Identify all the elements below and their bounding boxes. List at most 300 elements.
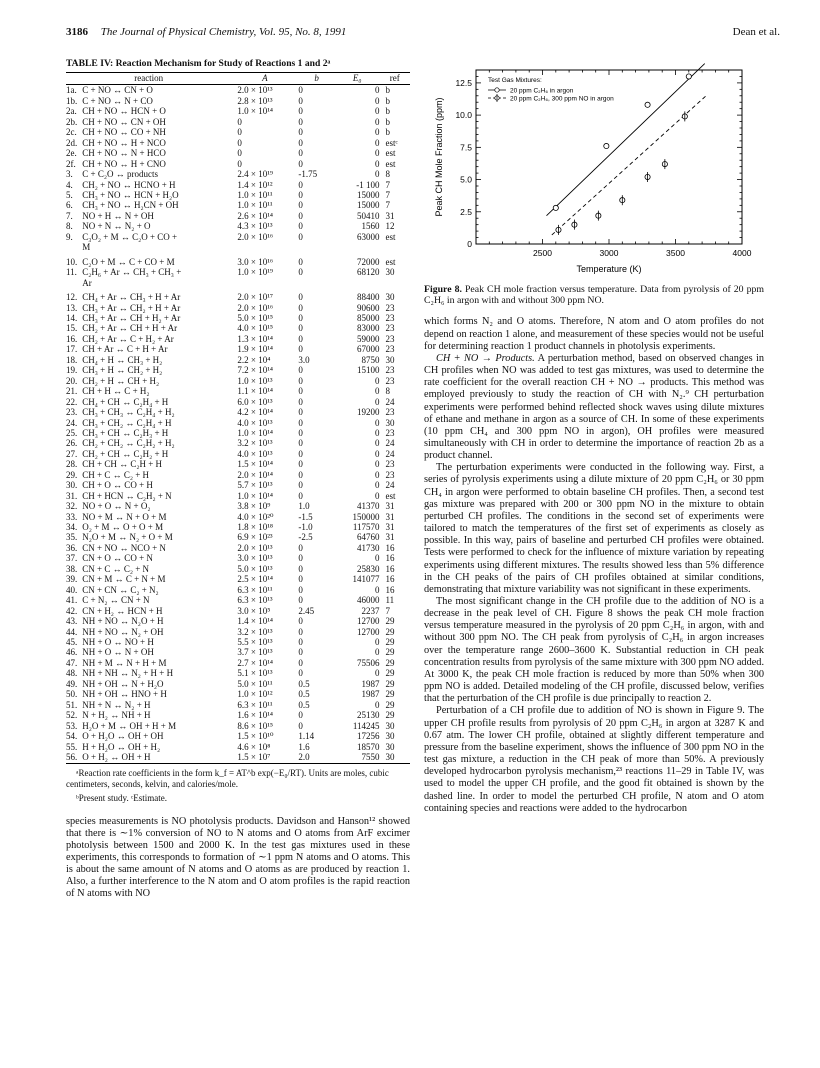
row-e0: 0 [375,396,380,407]
journal-title: The Journal of Physical Chemistry, Vol. 95, No. 8, 1991 [100,26,347,38]
row-b: 0 [298,407,303,418]
row-b: 0 [298,595,303,606]
row-e0: 0 [375,553,380,564]
row-e0: 1560 [361,221,380,232]
row-reaction: CH₃ + CH₂ ↔ C₂H₄ + H [82,417,172,428]
row-ref: 16 [385,542,395,553]
row-reaction: NH + OH ↔ HNO + H [82,689,167,700]
row-b: -2.5 [298,532,313,543]
row-b: 0 [298,200,303,211]
row-number: 20. [66,375,78,386]
row-b: 0 [298,720,303,731]
table-row [66,303,410,313]
row-b: 0 [298,344,303,355]
row-reaction: CH + C ↔ C₂ + H [82,469,150,480]
table-row [66,700,410,710]
row-number: 50. [66,689,78,700]
row-e0: 83000 [357,323,380,334]
row-b: 0 [298,448,303,459]
row-a: 0 [237,137,242,148]
row-b: 0 [298,438,303,449]
legend-title: Test Gas Mixtures: [488,77,542,84]
row-a: 1.0 × 10¹⁴ [237,490,274,501]
row-e0: 0 [375,637,380,648]
row-number: 52. [66,710,78,721]
row-reaction: O + H₂ ↔ OH + H [82,752,231,764]
row-ref: 16 [385,553,395,564]
table-row [66,313,410,323]
table-caption: TABLE IV: Reaction Mechanism for Study of Reactions 1 and 2ᵃ [66,58,331,69]
row-ref: 29 [385,710,395,721]
figure-label: Figure 8. [424,284,462,295]
row-reaction: C + NO ↔ CN + O [82,85,153,96]
row-e0: 0 [375,469,380,480]
table-row [66,344,410,354]
table-row [66,689,410,699]
row-e0: 0 [375,647,380,658]
legend-marker-1 [495,88,499,92]
table-row [66,267,410,277]
row-ref: 31 [385,210,395,221]
row-b: 2.0 [298,752,335,764]
col-reaction: reaction [66,73,231,85]
row-e0: 59000 [357,333,380,344]
row-a: 2.7 × 10¹⁴ [237,657,274,668]
row-number: 25. [66,427,78,438]
row-number: 41. [66,595,78,606]
row-reaction: CN + C ↔ C₂ + N [82,563,150,574]
row-e0: 15000 [357,200,380,211]
table-row [66,169,410,179]
table-row [66,386,410,396]
row-b: 0.5 [298,689,310,700]
row-a: 4.2 × 10¹⁴ [237,407,274,418]
row-a: 1.1 × 10¹⁴ [237,386,274,397]
table-row [66,334,410,344]
row-reaction: O + H₂O ↔ OH + OH [82,731,164,742]
row-a: 6.3 × 10¹¹ [237,584,273,595]
row-number: 18. [66,354,78,365]
row-number: 12. [66,292,78,303]
row-reaction: CH + NO ↔ H + NCO [82,137,166,148]
row-ref: 30 [385,741,395,752]
row-reaction: CH₂ + Ar ↔ C + H₂ + Ar [82,333,174,344]
table-row [66,710,410,720]
row-a: 1.4 × 10¹⁴ [237,616,274,627]
row-e0: 1987 [361,689,380,700]
row-e0: 114245 [352,720,380,731]
table-row [66,752,410,764]
row-b: 0 [298,95,303,106]
row-ref: 29 [385,637,395,648]
row-reaction: CH₂ + CH₂ ↔ C₂H₂ + H₂ [82,438,175,449]
table-footnote-bc: ᵇPresent study. ᶜEstimate. [76,793,167,804]
row-a: 6.3 × 10¹³ [237,595,273,606]
row-a: 1.0 × 10¹¹ [237,200,273,211]
row-number: 23. [66,407,78,418]
col-a: A [231,73,298,85]
row-reaction: CH + HCN ↔ C₂H₂ + N [82,490,172,501]
row-number: 28. [66,459,78,470]
row-number: 1a. [66,85,77,96]
row-a: 1.0 × 10¹⁹ [237,267,274,278]
table-row [66,658,410,668]
row-b: 0 [298,323,303,334]
row-reaction: CH₃ + H ↔ CH₂ + H₂ [82,365,163,376]
reaction-table [66,72,410,764]
row-a: 1.9 × 10¹⁴ [237,344,274,355]
row-b: 0 [298,574,303,585]
row-a: 0 [237,148,242,159]
row-ref: est [385,490,396,501]
table-row [66,242,410,252]
row-a: 5.5 × 10¹³ [237,637,273,648]
row-e0: 0 [375,127,380,138]
row-b: 0 [298,480,303,491]
row-number: 53. [66,720,78,731]
row-b: 0 [298,302,303,313]
row-reaction: NH + NO ↔ N₂ + OH [82,626,164,637]
row-a: 2.5 × 10¹⁴ [237,574,274,585]
row-ref: 23 [385,427,395,438]
row-number: 2a. [66,106,77,117]
table-row [66,564,410,574]
y-tick-label: 5.0 [460,174,472,185]
y-tick-label: 2.5 [460,206,472,217]
row-reaction: H₂O + M ↔ OH + H + M [82,720,177,731]
row-e0: 46000 [357,595,380,606]
row-reaction: NO + O ↔ N + O₂ [82,501,151,512]
table-row [66,438,410,448]
row-reaction: CH₃ + Ar ↔ CH₂ + H + Ar [82,302,181,313]
row-ref: 29 [385,647,395,658]
row-number: 49. [66,678,78,689]
row-e0: 0 [375,448,380,459]
table-row [66,574,410,584]
row-a: 6.9 × 10²³ [237,532,273,543]
row-e0: 117570 [352,522,380,533]
row-b: 0 [298,267,303,278]
table-row [66,278,410,288]
row-ref: b [385,127,391,138]
row-number: 2c. [66,127,77,138]
row-e0: 141077 [352,574,380,585]
table-row [66,679,410,689]
row-number: 42. [66,605,78,616]
row-number: 34. [66,522,78,533]
row-reaction: NH + O ↔ N + OH [82,647,154,658]
table-row [66,180,410,190]
row-e0: 0 [375,85,380,96]
y-tick-label: 0 [467,239,472,249]
row-a: 1.6 × 10¹⁴ [237,710,274,721]
row-number: 16. [66,333,78,344]
row-a: 3.2 × 10¹³ [237,438,273,449]
row-e0: 0 [375,116,380,127]
x-axis-label: Temperature (K) [576,264,642,274]
row-ref: 8 [385,386,391,397]
row-e0: 63000 [357,231,380,242]
row-number: 10. [66,256,78,267]
table-row [66,585,410,595]
row-number: 35. [66,532,78,543]
table-row [66,138,410,148]
table-row [66,96,410,106]
row-a: 5.0 × 10¹¹ [237,678,273,689]
table-row [66,211,410,221]
row-a: 1.0 × 10¹² [237,689,273,700]
row-a: 2.0 × 10¹³ [237,542,273,553]
row-b: 3.0 [298,354,310,365]
row-a [231,242,298,252]
row-reaction: CH₃ + NO ↔ HCN + H₂O [82,189,179,200]
row-number: 45. [66,637,78,648]
row-ref: 16 [385,584,395,595]
row-reaction: CN + M ↔ C + N + M [82,574,166,585]
row-b: 2.45 [298,605,315,616]
row-e0: 75506 [357,657,380,668]
row-number: 55. [66,741,78,752]
row-number: 56. [66,752,82,764]
row-b: 1.6 [298,741,310,752]
row-b: 0.5 [298,699,310,710]
row-a: 5.0 × 10¹³ [237,563,273,574]
y-tick-label: 7.5 [460,142,472,153]
row-a: 4.0 × 10¹³ [237,417,273,428]
row-a: 6.0 × 10¹³ [237,396,273,407]
paragraph-2 [424,353,764,462]
row-reaction: CH + Ar ↔ C + H + Ar [82,344,168,355]
row-number: 38. [66,563,78,574]
row-ref: 23 [385,365,395,376]
row-b: 0 [298,189,303,200]
row-b: 0 [298,221,303,232]
right-body-text [424,316,764,814]
row-reaction: CH₄ + H ↔ CH₃ + H₂ [82,354,163,365]
row-number: 2f. [66,158,76,169]
y-tick-label: 10.0 [455,110,472,121]
row-a: 4.0 × 10²⁰ [237,511,274,522]
row-ref: 30 [385,417,395,428]
row-e0: -1 100 [356,179,380,190]
row-e0: 18570 [357,741,380,752]
row-e0: 7550 [335,752,380,764]
table-row [66,148,410,158]
row-e0: 0 [375,95,380,106]
x-tick-label: 3500 [666,248,685,258]
row-number: 24. [66,417,78,428]
table-row [66,428,410,438]
row-e0: 0 [375,375,380,386]
row-e0: 15000 [357,189,380,200]
row-ref: est [385,256,396,267]
page-header [66,26,780,42]
row-ref: estᶜ [385,137,398,148]
row-ref: est [385,231,396,242]
row-ref: 23 [385,312,395,323]
row-number: 14. [66,312,78,323]
row-reaction: C₃O₂ + M ↔ C₂O + CO + [82,231,178,242]
row-ref: 16 [385,563,395,574]
row-ref: 30 [380,752,410,764]
row-b: 0 [298,231,303,242]
row-e0: 19200 [357,407,380,418]
row-ref: 7 [385,605,391,616]
row-b: 0 [298,333,303,344]
row-ref: 7 [385,200,391,211]
row-b: 0 [298,459,303,470]
row-b: 0 [298,584,303,595]
figure-caption-text: Peak CH mole fraction versus temperature. Data from pyrolysis of 20 ppm C₂H₆ in argon with and without 300 ppm NO. [424,284,765,307]
row-reaction: CH + H ↔ C + H₂ [82,386,150,397]
row-number: 6. [66,200,73,211]
row-a: 1.0 × 10¹⁴ [237,106,274,117]
row-a: 5.0 × 10¹⁵ [237,312,274,323]
table-row [66,323,410,333]
row-e0: 0 [375,459,380,470]
row-b [298,278,335,288]
row-e0: 25830 [357,563,380,574]
row-ref: 23 [385,459,395,470]
row-b: 0 [298,127,303,138]
row-ref: 31 [385,511,395,522]
col-e0: E₀ [335,73,380,85]
row-reaction: CH₃ + NO ↔ H₂CN + OH [82,200,179,211]
row-number: 51. [66,699,78,710]
row-reaction: NH + N ↔ N₂ + H [82,699,151,710]
row-e0: 17256 [357,731,380,742]
row-a: 1.3 × 10¹⁴ [237,333,274,344]
row-b: 0 [298,396,303,407]
row-a: 3.0 × 10¹³ [237,553,273,564]
row-a: 4.6 × 10⁸ [237,741,271,752]
x-tick-label: 4000 [732,248,752,258]
row-b: 0 [298,417,303,428]
row-reaction: CH + CH ↔ C₂H + H [82,459,163,470]
table-row [66,355,410,365]
row-a: 2.2 × 10⁴ [237,354,271,365]
row-e0: 150000 [352,511,380,522]
row-ref: 11 [385,595,395,606]
row-ref: 23 [385,407,395,418]
row-e0: 0 [375,438,380,449]
row-e0: 50410 [357,210,380,221]
row-a: 1.0 × 10¹⁴ [237,427,274,438]
row-reaction: C + NO ↔ N + CO [82,95,153,106]
row-reaction: CH + NO ↔ HCN + O [82,106,166,117]
row-reaction: CN + O ↔ CO + N [82,553,153,564]
row-e0: 0 [375,668,380,679]
row-number: 3. [66,169,73,180]
row-ref: 7 [385,189,391,200]
row-a: 2.6 × 10¹⁴ [237,210,274,221]
row-reaction: NH + OH ↔ N + H₂O [82,678,164,689]
row-b: 0 [298,637,303,648]
row-b: 0 [298,657,303,668]
row-e0: 85000 [357,312,380,323]
row-reaction: NO + N ↔ N₂ + O [82,221,151,232]
row-number: 47. [66,657,78,668]
row-reaction: CH + NO ↔ N + HCO [82,148,166,159]
row-a: 1.4 × 10¹² [237,179,273,190]
row-a: 1.5 × 10¹⁴ [237,459,274,470]
data-point-1 [645,102,650,107]
row-a: 7.2 × 10¹⁴ [237,365,274,376]
row-a: 2.0 × 10¹⁴ [237,469,274,480]
row-a: 0 [237,127,242,138]
row-b: 0 [298,116,303,127]
row-number [66,242,82,252]
row-number: 2d. [66,137,78,148]
row-ref: b [385,116,391,127]
row-b: 0 [298,179,303,190]
paragraph-5: Perturbation of a CH profile due to addition of NO is shown in Figure 9. The upper CH profile results from pyrolysis of 20 ppm C₂H₆ in argon at 3287 K and 0.67 atm. The lower CH profile, obtained at slightly different temperature and pressure from the baseline experiment, shows the influence of 300 ppm NO in the test gas mixture, a reduction in the CH peak of more than 50%. A previously developed hydrocarbon pyrolysis mechanism,²³ reactions 11–29 in Table IV, was used to model the upper CH profile, and the good fit obtained is shown by the dashed line. In order to model the perturbed CH profile, N atom and O atom containing species and reactions were added to the hydrocarbon [424,705,764,814]
table-row [66,253,410,267]
row-reaction: H + H₂O ↔ OH + H₂ [82,741,161,752]
row-e0: 0 [375,417,380,428]
row-reaction: CH₃ + CH₃ ↔ C₂H₄ + H₂ [82,407,175,418]
row-number: 15. [66,323,78,334]
table-row [66,397,410,407]
row-b: 0 [298,106,303,117]
row-b: 0 [298,375,303,386]
row-a: 2.0 × 10¹⁶ [237,231,274,242]
row-number: 33. [66,511,78,522]
row-ref: est [385,148,396,159]
row-ref: 29 [385,657,395,668]
row-b: 0 [298,148,303,159]
row-number: 9. [66,231,73,242]
row-ref: 30 [385,354,395,365]
row-b: 0 [298,386,303,397]
row-b: 0.5 [298,678,310,689]
row-number: 40. [66,584,78,595]
row-e0: 0 [375,106,380,117]
row-e0: 0 [375,137,380,148]
table-row [66,595,410,605]
row-a: 0 [237,158,242,169]
table-row [66,522,410,532]
row-e0: 64760 [357,532,380,543]
row-ref: 30 [385,720,395,731]
table-row [66,117,410,127]
table-row [66,288,410,302]
ch-chart [424,58,764,280]
row-b: 0 [298,158,303,169]
data-point-1 [604,143,609,148]
table-row [66,407,410,417]
row-e0 [335,242,380,252]
row-a: 2.0 × 10¹³ [237,85,273,96]
row-number: 46. [66,647,78,658]
y-tick-label: 12.5 [455,77,472,88]
row-b: 0 [298,469,303,480]
row-reaction: N₂O + M ↔ N₂ + O + M [82,532,173,543]
row-e0: 0 [375,480,380,491]
row-reaction: NH + NH ↔ N₂ + H + H [82,668,174,679]
row-reaction: CH₂ + H ↔ CH + H₂ [82,375,160,386]
row-b: 0 [298,137,303,148]
row-reaction: C₂O + M ↔ C + CO + M [82,256,175,267]
row-reaction: CN + H₂ ↔ HCN + H [82,605,163,616]
row-a: 2.8 × 10¹³ [237,95,273,106]
row-number: 44. [66,626,78,637]
legend-label-2: 20 ppm C₂H₆, 300 ppm NO in argon [510,95,614,103]
running-authors: Dean et al. [732,26,780,38]
row-ref: 31 [385,532,395,543]
table-row [66,543,410,553]
row-reaction: NO + H ↔ N + OH [82,210,154,221]
